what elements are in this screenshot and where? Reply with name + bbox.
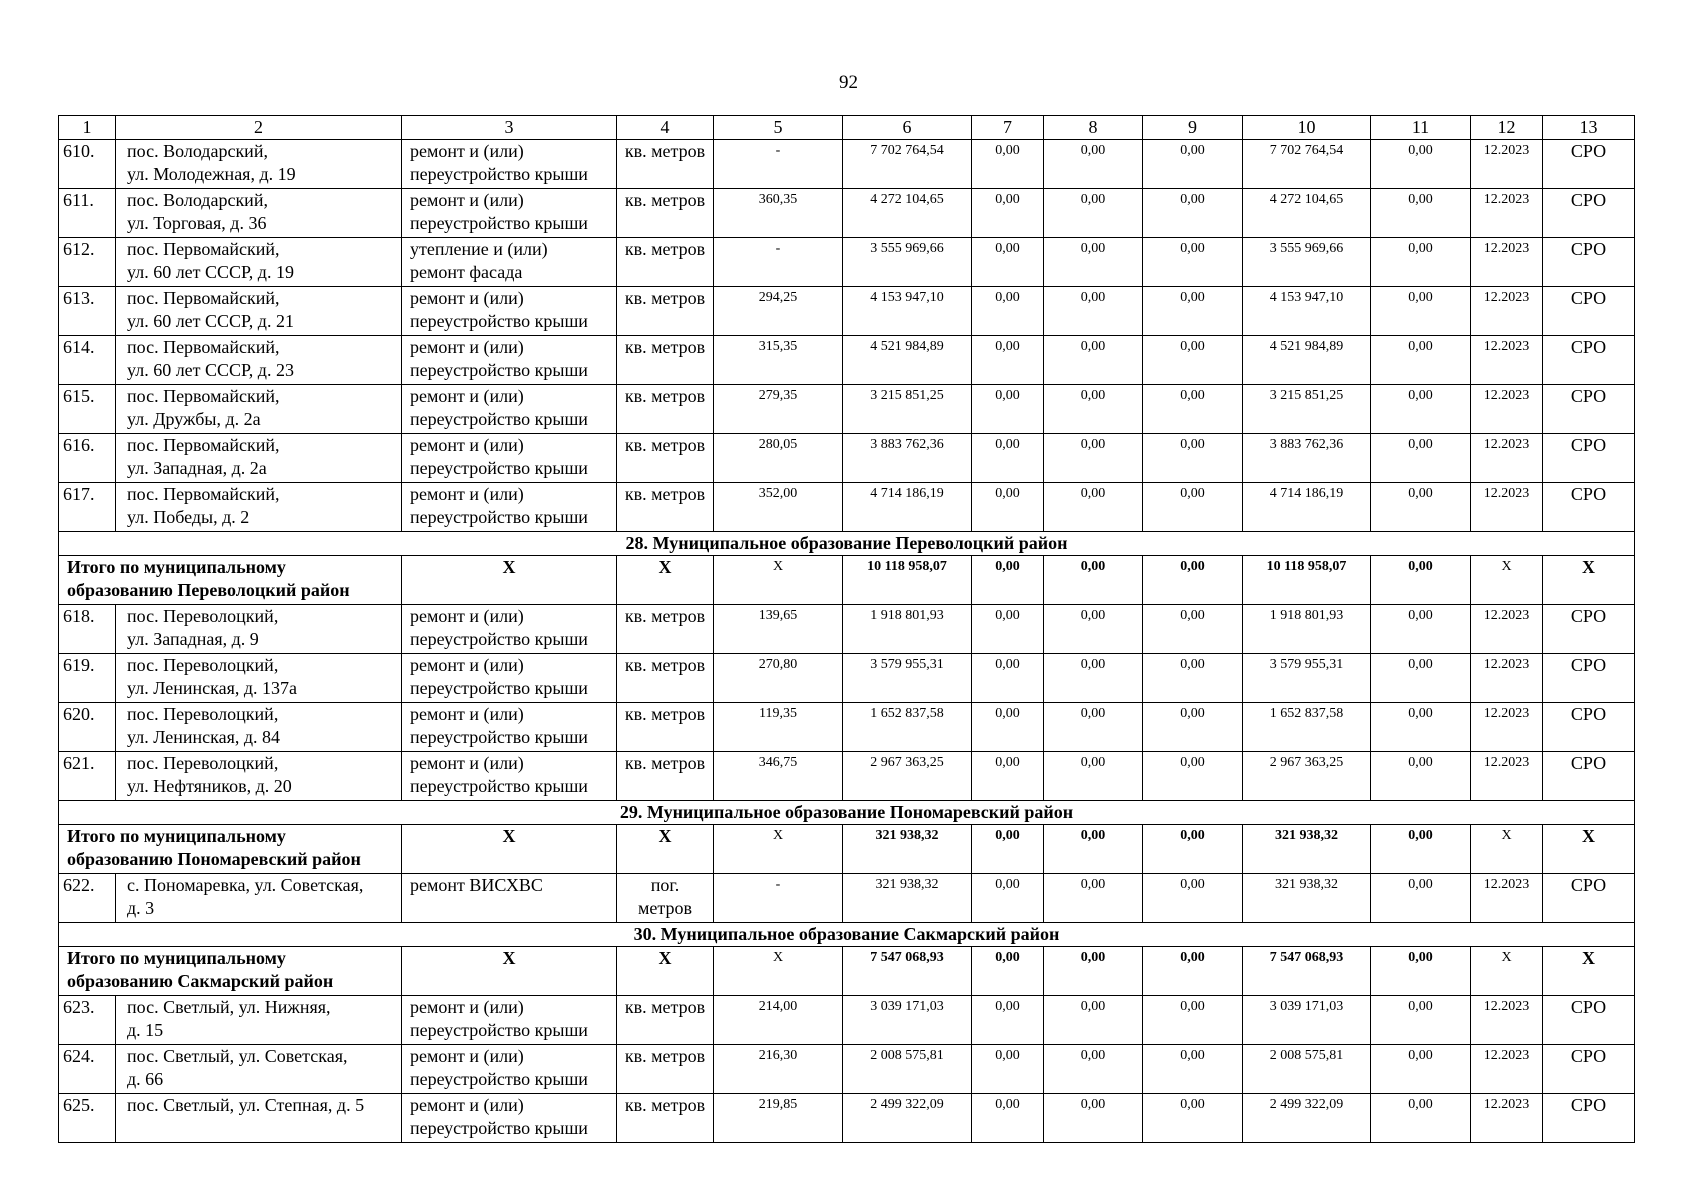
work-type-cell: ремонт ВИСХВС [402,874,617,923]
subtotal-value-cell: 0,00 [1371,556,1471,605]
fund-cost-cell: 1 652 837,58 [1243,703,1371,752]
method-cell: СРО [1543,1094,1635,1143]
total-cost-cell: 4 153 947,10 [843,287,972,336]
area-cell: 352,00 [714,483,843,532]
value-cell: 0,00 [1143,605,1243,654]
value-cell: 0,00 [1143,703,1243,752]
address-cell: пос. Володарский, ул. Молодежная, д. 19 [116,140,402,189]
total-cost-cell: 3 555 969,66 [843,238,972,287]
address-cell: пос. Переволоцкий, ул. Ленинская, д. 84 [116,703,402,752]
value-cell: 0,00 [972,1094,1044,1143]
subtotal-x-cell: X [714,556,843,605]
method-cell: СРО [1543,483,1635,532]
work-type-cell: ремонт и (или) переустройство крыши [402,752,617,801]
column-header: 5 [714,116,843,140]
work-type-cell: ремонт и (или) переустройство крыши [402,1094,617,1143]
value-cell: 0,00 [1371,654,1471,703]
value-cell: 0,00 [1044,336,1143,385]
fund-cost-cell: 4 153 947,10 [1243,287,1371,336]
value-cell: 0,00 [972,336,1044,385]
section-heading-row [59,923,1635,947]
subtotal-fund-cell: 321 938,32 [1243,825,1371,874]
fund-cost-cell: 3 039 171,03 [1243,996,1371,1045]
value-cell: 0,00 [1044,996,1143,1045]
fund-cost-cell: 1 918 801,93 [1243,605,1371,654]
value-cell: 0,00 [1371,238,1471,287]
value-cell: 0,00 [1371,996,1471,1045]
value-cell: 0,00 [1044,605,1143,654]
area-cell: - [714,238,843,287]
row-number: 619. [59,654,116,703]
subtotal-fund-cell: 10 118 958,07 [1243,556,1371,605]
column-header: 9 [1143,116,1243,140]
deadline-cell: 12.2023 [1471,238,1543,287]
section-title: 30. Муниципальное образование Сакмарский район [59,923,1635,947]
value-cell: 0,00 [1044,287,1143,336]
deadline-cell: 12.2023 [1471,287,1543,336]
deadline-cell: 12.2023 [1471,385,1543,434]
subtotal-x-cell: X [402,825,617,874]
total-cost-cell: 2 008 575,81 [843,1045,972,1094]
deadline-cell: 12.2023 [1471,996,1543,1045]
unit-cell: пог. метров [617,874,714,923]
row-number: 612. [59,238,116,287]
value-cell: 0,00 [1044,752,1143,801]
subtotal-x-cell: X [1471,947,1543,996]
subtotal-value-cell: 0,00 [1143,947,1243,996]
fund-cost-cell: 321 938,32 [1243,874,1371,923]
total-cost-cell: 7 702 764,54 [843,140,972,189]
column-header: 7 [972,116,1044,140]
section-heading-row [59,801,1635,825]
subtotal-value-cell: 0,00 [1371,825,1471,874]
unit-cell: кв. метров [617,703,714,752]
column-header: 12 [1471,116,1543,140]
subtotal-value-cell: 0,00 [1143,556,1243,605]
section-title: 29. Муниципальное образование Пономаревский район [59,801,1635,825]
value-cell: 0,00 [1371,483,1471,532]
deadline-cell: 12.2023 [1471,874,1543,923]
unit-cell: кв. метров [617,654,714,703]
value-cell: 0,00 [972,996,1044,1045]
work-type-cell: ремонт и (или) переустройство крыши [402,703,617,752]
table-row [59,189,1635,238]
table-row [59,752,1635,801]
deadline-cell: 12.2023 [1471,703,1543,752]
unit-cell: кв. метров [617,996,714,1045]
value-cell: 0,00 [1143,1094,1243,1143]
method-cell: СРО [1543,654,1635,703]
value-cell: 0,00 [1044,1094,1143,1143]
column-header: 4 [617,116,714,140]
fund-cost-cell: 4 714 186,19 [1243,483,1371,532]
value-cell: 0,00 [1143,1045,1243,1094]
work-type-cell: ремонт и (или) переустройство крыши [402,336,617,385]
total-cost-cell: 321 938,32 [843,874,972,923]
value-cell: 0,00 [1371,385,1471,434]
fund-cost-cell: 3 883 762,36 [1243,434,1371,483]
fund-cost-cell: 2 967 363,25 [1243,752,1371,801]
deadline-cell: 12.2023 [1471,752,1543,801]
value-cell: 0,00 [1044,1045,1143,1094]
fund-cost-cell: 2 499 322,09 [1243,1094,1371,1143]
total-cost-cell: 3 883 762,36 [843,434,972,483]
value-cell: 0,00 [972,287,1044,336]
area-cell: 294,25 [714,287,843,336]
value-cell: 0,00 [1371,140,1471,189]
subtotal-cost-cell: 10 118 958,07 [843,556,972,605]
work-type-cell: ремонт и (или) переустройство крыши [402,287,617,336]
subtotal-value-cell: 0,00 [1044,947,1143,996]
table-row [59,605,1635,654]
table-row [59,140,1635,189]
subtotal-label: Итого по муниципальному образованию Сакмарский район [59,947,402,996]
total-cost-cell: 4 521 984,89 [843,336,972,385]
value-cell: 0,00 [972,238,1044,287]
total-cost-cell: 2 499 322,09 [843,1094,972,1143]
value-cell: 0,00 [972,140,1044,189]
fund-cost-cell: 4 521 984,89 [1243,336,1371,385]
table-row [59,996,1635,1045]
table-row [59,703,1635,752]
value-cell: 0,00 [1143,434,1243,483]
subtotal-x-cell: X [617,556,714,605]
method-cell: СРО [1543,996,1635,1045]
row-number: 620. [59,703,116,752]
row-number: 615. [59,385,116,434]
area-cell: - [714,140,843,189]
row-number: 621. [59,752,116,801]
value-cell: 0,00 [1371,189,1471,238]
column-header: 13 [1543,116,1635,140]
value-cell: 0,00 [972,483,1044,532]
row-number: 614. [59,336,116,385]
row-number: 610. [59,140,116,189]
method-cell: СРО [1543,385,1635,434]
value-cell: 0,00 [1143,752,1243,801]
section-title: 28. Муниципальное образование Переволоцкий район [59,532,1635,556]
subtotal-x-cell: X [1543,556,1635,605]
unit-cell: кв. метров [617,189,714,238]
subtotal-value-cell: 0,00 [1044,556,1143,605]
table-row [59,1045,1635,1094]
area-cell: 119,35 [714,703,843,752]
value-cell: 0,00 [972,605,1044,654]
area-cell: 315,35 [714,336,843,385]
subtotal-x-cell: X [1471,556,1543,605]
unit-cell: кв. метров [617,1094,714,1143]
row-number: 625. [59,1094,116,1143]
table-row [59,385,1635,434]
value-cell: 0,00 [1143,654,1243,703]
value-cell: 0,00 [1044,385,1143,434]
method-cell: СРО [1543,605,1635,654]
value-cell: 0,00 [1143,996,1243,1045]
row-number: 624. [59,1045,116,1094]
total-cost-cell: 1 918 801,93 [843,605,972,654]
subtotal-value-cell: 0,00 [1143,825,1243,874]
table-body [59,116,1635,1143]
unit-cell: кв. метров [617,434,714,483]
value-cell: 0,00 [1044,483,1143,532]
deadline-cell: 12.2023 [1471,189,1543,238]
address-cell: пос. Переволоцкий, ул. Нефтяников, д. 20 [116,752,402,801]
address-cell: пос. Светлый, ул. Степная, д. 5 [116,1094,402,1143]
subtotal-label: Итого по муниципальному образованию Пономаревский район [59,825,402,874]
address-cell: пос. Первомайский, ул. 60 лет СССР, д. 21 [116,287,402,336]
total-cost-cell: 2 967 363,25 [843,752,972,801]
column-header: 1 [59,116,116,140]
column-header: 3 [402,116,617,140]
deadline-cell: 12.2023 [1471,1094,1543,1143]
row-number: 622. [59,874,116,923]
total-cost-cell: 3 215 851,25 [843,385,972,434]
work-type-cell: ремонт и (или) переустройство крыши [402,605,617,654]
column-header: 2 [116,116,402,140]
fund-cost-cell: 3 579 955,31 [1243,654,1371,703]
address-cell: пос. Володарский, ул. Торговая, д. 36 [116,189,402,238]
unit-cell: кв. метров [617,336,714,385]
value-cell: 0,00 [972,874,1044,923]
subtotal-x-cell: X [1543,947,1635,996]
section-heading-row [59,532,1635,556]
fund-cost-cell: 3 215 851,25 [1243,385,1371,434]
method-cell: СРО [1543,752,1635,801]
value-cell: 0,00 [1143,238,1243,287]
value-cell: 0,00 [1371,703,1471,752]
deadline-cell: 12.2023 [1471,654,1543,703]
page-number: 92 [839,72,858,93]
subtotal-value-cell: 0,00 [1371,947,1471,996]
subtotal-x-cell: X [1543,825,1635,874]
subtotal-row [59,825,1635,874]
row-number: 618. [59,605,116,654]
work-type-cell: ремонт и (или) переустройство крыши [402,996,617,1045]
value-cell: 0,00 [972,1045,1044,1094]
value-cell: 0,00 [972,189,1044,238]
work-type-cell: ремонт и (или) переустройство крыши [402,654,617,703]
table-row [59,1094,1635,1143]
subtotal-value-cell: 0,00 [972,556,1044,605]
address-cell: пос. Первомайский, ул. Дружбы, д. 2а [116,385,402,434]
value-cell: 0,00 [972,703,1044,752]
value-cell: 0,00 [1371,434,1471,483]
value-cell: 0,00 [1044,140,1143,189]
address-cell: с. Пономаревка, ул. Советская, д. 3 [116,874,402,923]
address-cell: пос. Светлый, ул. Советская, д. 66 [116,1045,402,1094]
fund-cost-cell: 7 702 764,54 [1243,140,1371,189]
subtotal-x-cell: X [1471,825,1543,874]
area-cell: 280,05 [714,434,843,483]
value-cell: 0,00 [1371,605,1471,654]
unit-cell: кв. метров [617,483,714,532]
work-type-cell: утепление и (или) ремонт фасада [402,238,617,287]
fund-cost-cell: 4 272 104,65 [1243,189,1371,238]
subtotal-cost-cell: 321 938,32 [843,825,972,874]
address-cell: пос. Первомайский, ул. 60 лет СССР, д. 23 [116,336,402,385]
work-type-cell: ремонт и (или) переустройство крыши [402,1045,617,1094]
value-cell: 0,00 [1044,434,1143,483]
column-header: 11 [1371,116,1471,140]
table-row [59,483,1635,532]
table-row [59,434,1635,483]
address-cell: пос. Светлый, ул. Нижняя, д. 15 [116,996,402,1045]
value-cell: 0,00 [1044,189,1143,238]
column-header: 10 [1243,116,1371,140]
total-cost-cell: 4 272 104,65 [843,189,972,238]
value-cell: 0,00 [1044,703,1143,752]
table-row [59,336,1635,385]
deadline-cell: 12.2023 [1471,483,1543,532]
subtotal-row [59,556,1635,605]
table-row [59,654,1635,703]
value-cell: 0,00 [1044,654,1143,703]
total-cost-cell: 1 652 837,58 [843,703,972,752]
column-header: 6 [843,116,972,140]
total-cost-cell: 4 714 186,19 [843,483,972,532]
subtotal-fund-cell: 7 547 068,93 [1243,947,1371,996]
deadline-cell: 12.2023 [1471,1045,1543,1094]
fund-cost-cell: 2 008 575,81 [1243,1045,1371,1094]
value-cell: 0,00 [972,434,1044,483]
unit-cell: кв. метров [617,605,714,654]
subtotal-cost-cell: 7 547 068,93 [843,947,972,996]
area-cell: 279,35 [714,385,843,434]
value-cell: 0,00 [1143,189,1243,238]
subtotal-x-cell: X [617,825,714,874]
address-cell: пос. Переволоцкий, ул. Ленинская, д. 137а [116,654,402,703]
address-cell: пос. Первомайский, ул. Западная, д. 2а [116,434,402,483]
row-number: 616. [59,434,116,483]
repair-program-table [58,115,1635,1143]
total-cost-cell: 3 039 171,03 [843,996,972,1045]
value-cell: 0,00 [1044,874,1143,923]
subtotal-x-cell: X [402,556,617,605]
row-number: 613. [59,287,116,336]
address-cell: пос. Переволоцкий, ул. Западная, д. 9 [116,605,402,654]
value-cell: 0,00 [1371,336,1471,385]
area-cell: 139,65 [714,605,843,654]
unit-cell: кв. метров [617,385,714,434]
deadline-cell: 12.2023 [1471,605,1543,654]
value-cell: 0,00 [1143,140,1243,189]
table-row [59,238,1635,287]
area-cell: 346,75 [714,752,843,801]
subtotal-x-cell: X [402,947,617,996]
address-cell: пос. Первомайский, ул. 60 лет СССР, д. 19 [116,238,402,287]
row-number: 623. [59,996,116,1045]
value-cell: 0,00 [972,752,1044,801]
value-cell: 0,00 [1371,874,1471,923]
value-cell: 0,00 [972,654,1044,703]
unit-cell: кв. метров [617,238,714,287]
unit-cell: кв. метров [617,140,714,189]
unit-cell: кв. метров [617,287,714,336]
value-cell: 0,00 [1371,752,1471,801]
area-cell: 214,00 [714,996,843,1045]
work-type-cell: ремонт и (или) переустройство крыши [402,434,617,483]
method-cell: СРО [1543,874,1635,923]
work-type-cell: ремонт и (или) переустройство крыши [402,189,617,238]
method-cell: СРО [1543,189,1635,238]
subtotal-value-cell: 0,00 [972,947,1044,996]
value-cell: 0,00 [1143,483,1243,532]
value-cell: 0,00 [1371,1094,1471,1143]
value-cell: 0,00 [1143,287,1243,336]
fund-cost-cell: 3 555 969,66 [1243,238,1371,287]
area-cell: 360,35 [714,189,843,238]
method-cell: СРО [1543,336,1635,385]
method-cell: СРО [1543,1045,1635,1094]
value-cell: 0,00 [1143,874,1243,923]
subtotal-label: Итого по муниципальному образованию Переволоцкий район [59,556,402,605]
area-cell: 270,80 [714,654,843,703]
address-cell: пос. Первомайский, ул. Победы, д. 2 [116,483,402,532]
unit-cell: кв. метров [617,1045,714,1094]
area-cell: 216,30 [714,1045,843,1094]
total-cost-cell: 3 579 955,31 [843,654,972,703]
unit-cell: кв. метров [617,752,714,801]
deadline-cell: 12.2023 [1471,434,1543,483]
subtotal-x-cell: X [617,947,714,996]
subtotal-value-cell: 0,00 [972,825,1044,874]
subtotal-x-cell: X [714,947,843,996]
subtotal-value-cell: 0,00 [1044,825,1143,874]
method-cell: СРО [1543,238,1635,287]
subtotal-row [59,947,1635,996]
value-cell: 0,00 [1371,1045,1471,1094]
row-number: 611. [59,189,116,238]
area-cell: 219,85 [714,1094,843,1143]
work-type-cell: ремонт и (или) переустройство крыши [402,483,617,532]
table-row [59,287,1635,336]
subtotal-x-cell: X [714,825,843,874]
work-type-cell: ремонт и (или) переустройство крыши [402,140,617,189]
value-cell: 0,00 [1044,238,1143,287]
work-type-cell: ремонт и (или) переустройство крыши [402,385,617,434]
method-cell: СРО [1543,140,1635,189]
method-cell: СРО [1543,434,1635,483]
row-number: 617. [59,483,116,532]
deadline-cell: 12.2023 [1471,336,1543,385]
value-cell: 0,00 [972,385,1044,434]
column-header-row [59,116,1635,140]
column-header: 8 [1044,116,1143,140]
area-cell: - [714,874,843,923]
deadline-cell: 12.2023 [1471,140,1543,189]
value-cell: 0,00 [1143,385,1243,434]
method-cell: СРО [1543,703,1635,752]
table-row [59,874,1635,923]
method-cell: СРО [1543,287,1635,336]
value-cell: 0,00 [1371,287,1471,336]
value-cell: 0,00 [1143,336,1243,385]
